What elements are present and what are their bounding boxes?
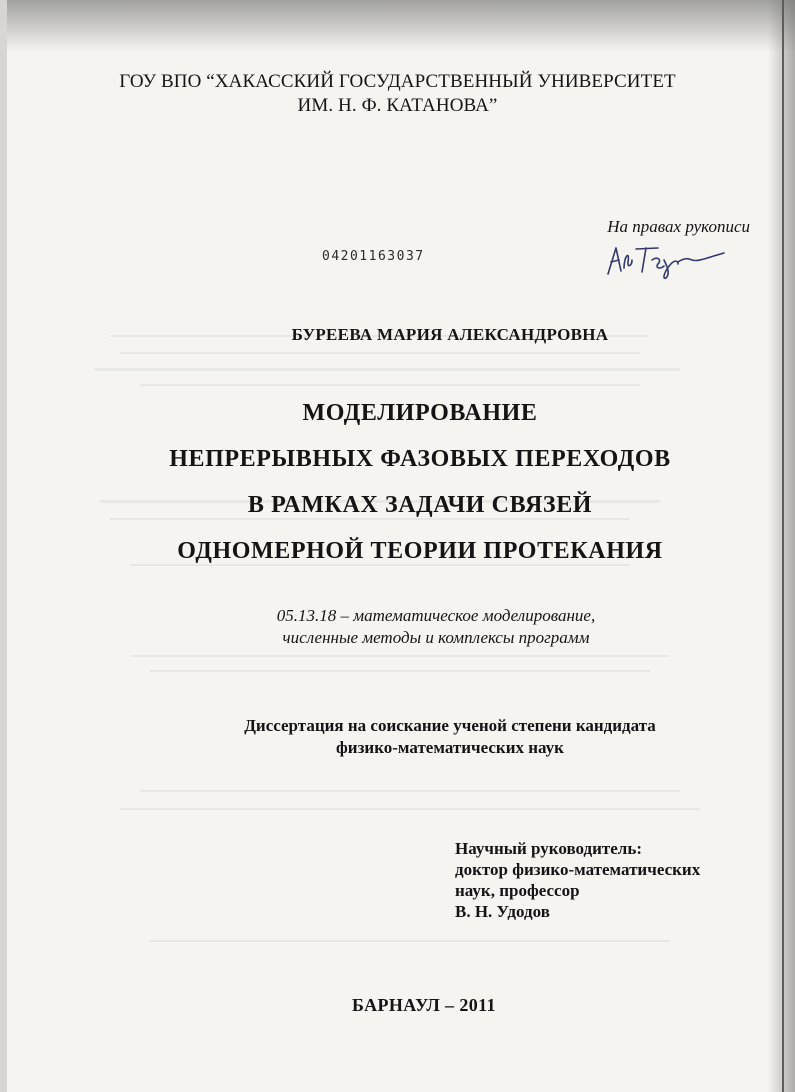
university-name-line-2: ИМ. Н. Ф. КАТАНОВА” bbox=[297, 95, 498, 116]
title-line-1: МОДЕЛИРОВАНИЕ bbox=[302, 400, 538, 426]
degree-statement bbox=[0, 715, 795, 759]
inventory-number: 04201163037 bbox=[322, 249, 425, 264]
specialty-line-2: численные методы и комплексы программ bbox=[282, 628, 590, 647]
degree-line-2: физико-математических наук bbox=[336, 738, 564, 757]
scientific-supervisor bbox=[455, 838, 755, 922]
supervisor-line-4: В. Н. Удодов bbox=[455, 902, 550, 921]
degree-line-1: Диссертация на соискание ученой степени кандидата bbox=[244, 716, 656, 735]
title-line-3: В РАМКАХ ЗАДАЧИ СВЯЗЕЙ bbox=[247, 492, 593, 518]
manuscript-rights-note: На правах рукописи bbox=[607, 217, 750, 236]
title-line-4: ОДНОМЕРНОЙ ТЕОРИИ ПРОТЕКАНИЯ bbox=[177, 538, 663, 564]
university-name-line-1: ГОУ ВПО “ХАКАССКИЙ ГОСУДАРСТВЕННЫЙ УНИВЕРСИТЕТ bbox=[119, 71, 676, 92]
handwritten-signature bbox=[600, 238, 730, 280]
university-header bbox=[0, 70, 795, 118]
supervisor-line-1: Научный руководитель: bbox=[455, 839, 642, 858]
supervisor-line-2: доктор физико-математических bbox=[455, 860, 701, 879]
specialty-code bbox=[0, 605, 795, 649]
dissertation-title bbox=[0, 390, 795, 574]
title-line-2: НЕПРЕРЫВНЫХ ФАЗОВЫХ ПЕРЕХОДОВ bbox=[169, 446, 671, 472]
supervisor-line-3: наук, профессор bbox=[455, 881, 580, 900]
city-and-year: БАРНАУЛ – 2011 bbox=[352, 995, 496, 1015]
author-name: БУРЕЕВА МАРИЯ АЛЕКСАНДРОВНА bbox=[291, 325, 609, 344]
specialty-line-1: 05.13.18 – математическое моделирование, bbox=[276, 606, 596, 625]
